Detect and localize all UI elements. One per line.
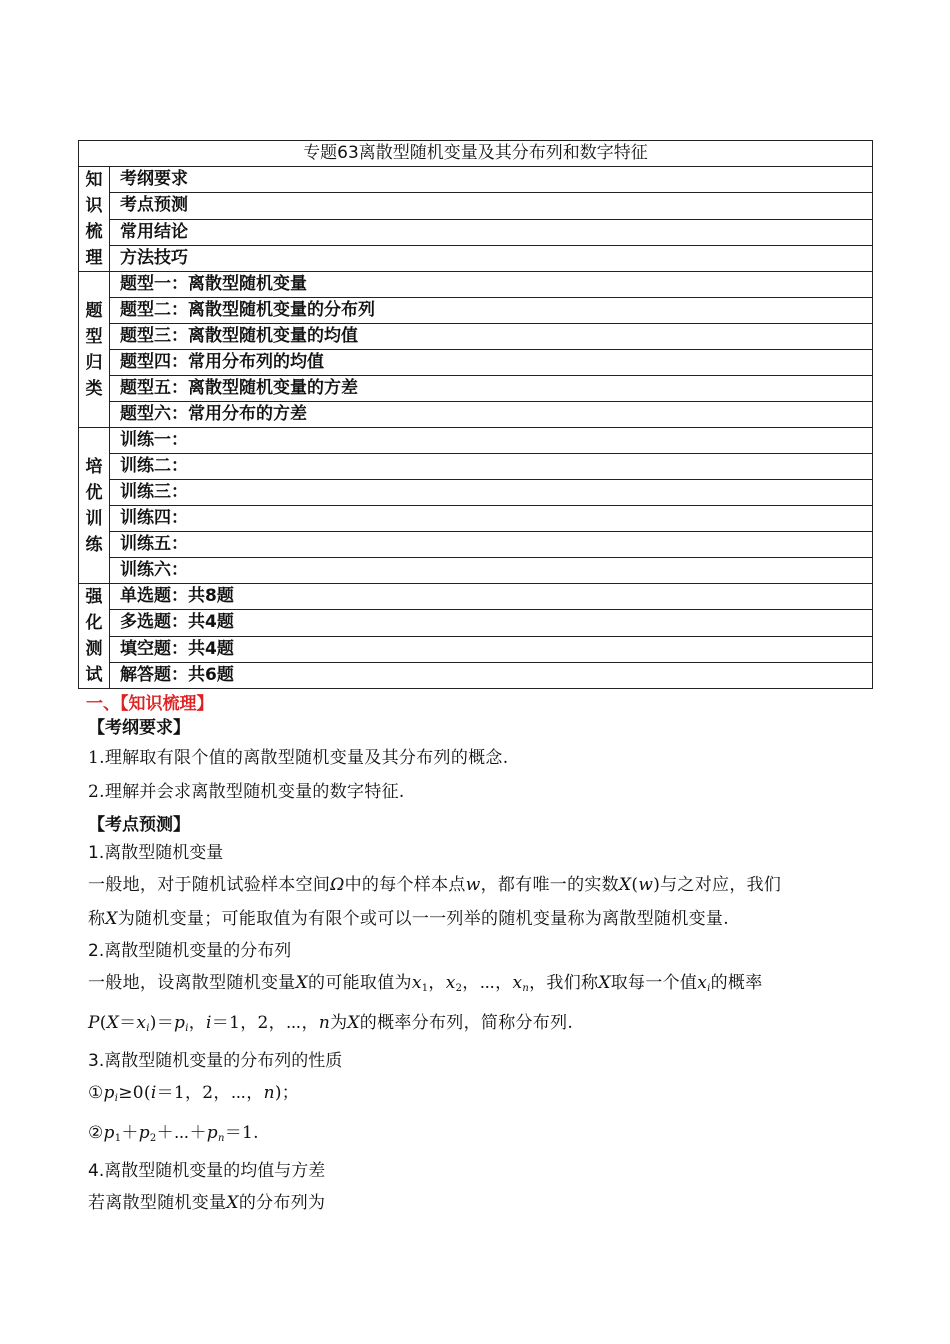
contents-category (79, 167, 110, 272)
contents-item[interactable]: 考点预测 (110, 193, 873, 219)
contents-item[interactable]: 考纲要求 (110, 167, 873, 193)
contents-item[interactable]: 训练六： (110, 558, 873, 584)
contents-row (79, 193, 873, 219)
contents-category (79, 428, 110, 584)
contents-item[interactable]: 方法技巧 (110, 245, 873, 271)
contents-item[interactable]: 训练五： (110, 532, 873, 558)
contents-item[interactable]: 题型一：离散型随机变量 (110, 272, 873, 298)
contents-item[interactable]: 多选题：共4题 (110, 610, 873, 636)
contents-item[interactable]: 题型二：离散型随机变量的分布列 (110, 298, 873, 324)
contents-row (79, 376, 873, 402)
category-char: 梳 (85, 222, 103, 242)
contents-row (79, 662, 873, 688)
contents-row (79, 350, 873, 376)
contents-item[interactable]: 训练二： (110, 454, 873, 480)
paragraph-random-variable-line-2: 称X为随机变量；可能取值为有限个或可以一一列举的随机变量称为离散型随机变量. (88, 909, 729, 929)
category-char: 训 (85, 508, 103, 529)
category-char: 识 (85, 196, 103, 216)
contents-row (79, 506, 873, 532)
contents-item[interactable]: 题型五：离散型随机变量的方差 (110, 376, 873, 402)
contents-row (79, 245, 873, 271)
contents-row (79, 558, 873, 584)
point-heading-3: 3.离散型随机变量的分布列的性质 (88, 1051, 343, 1071)
kaogang-item-2: 2.理解并会求离散型随机变量的数字特征. (88, 782, 405, 802)
main-content (88, 692, 868, 1220)
contents-item[interactable]: 训练一： (110, 428, 873, 454)
contents-item[interactable]: 训练四： (110, 506, 873, 532)
contents-item[interactable]: 解答题：共6题 (110, 662, 873, 688)
kaogang-heading: 【考纲要求】 (88, 718, 190, 738)
category-char: 练 (85, 534, 103, 555)
contents-item[interactable]: 题型六：常用分布的方差 (110, 402, 873, 428)
contents-row (79, 167, 873, 193)
contents-item[interactable]: 题型三：离散型随机变量的均值 (110, 324, 873, 350)
property-1: $①p_i\ge 0(i=1$，2，⋯，n)； (88, 1083, 300, 1104)
contents-item[interactable]: 单选题：共8题 (110, 584, 873, 610)
contents-item[interactable]: 题型四：常用分布列的均值 (110, 350, 873, 376)
category-char: 型 (85, 326, 103, 347)
category-char: 培 (85, 456, 103, 477)
contents-row (79, 324, 873, 350)
contents-item[interactable]: 常用结论 (110, 219, 873, 245)
contents-title: 专题63离散型随机变量及其分布列和数字特征 (79, 141, 873, 167)
category-char: 归 (85, 352, 103, 373)
contents-item[interactable]: 训练三： (110, 480, 873, 506)
contents-row (79, 636, 873, 662)
paragraph-random-variable-line-1: 一般地，对于随机试验样本空间Ω中的每个样本点w，都有唯一的实数X(w)与之对应，我们 (88, 875, 782, 895)
contents-table (78, 140, 873, 689)
contents-row (79, 428, 873, 454)
contents-row (79, 480, 873, 506)
paragraph-distribution-line-2: $P(X=x_i)=p_i$，i＝1，2，⋯，n为X的概率分布列，简称分布列. (88, 1013, 574, 1034)
contents-item[interactable]: 填空题：共4题 (110, 636, 873, 662)
point-heading-1: 1.离散型随机变量 (88, 843, 224, 863)
contents-row (79, 610, 873, 636)
contents-row (79, 272, 873, 298)
kaogang-item-1: 1.理解取有限个值的离散型随机变量及其分布列的概念. (88, 748, 509, 768)
contents-row (79, 402, 873, 428)
contents-row (79, 298, 873, 324)
contents-category (79, 272, 110, 428)
contents-row (79, 454, 873, 480)
kaodian-heading: 【考点预测】 (88, 815, 190, 835)
category-char: 优 (85, 482, 103, 503)
category-char: 化 (85, 613, 103, 633)
point-heading-2: 2.离散型随机变量的分布列 (88, 941, 292, 961)
paragraph-distribution-line-1: 一般地，设离散型随机变量X的可能取值为$x_1$，$x_2$，⋯，$x_n$，我们称X取每一个值$x_i$的概率 (88, 973, 763, 994)
category-char: 测 (85, 639, 103, 659)
category-char: 试 (85, 665, 103, 685)
category-char: 理 (85, 248, 103, 268)
category-char: 知 (85, 170, 103, 190)
category-char: 强 (85, 587, 103, 607)
category-char: 题 (85, 300, 103, 321)
point-heading-4: 4.离散型随机变量的均值与方差 (88, 1161, 326, 1181)
contents-row (79, 584, 873, 610)
contents-row (79, 532, 873, 558)
section-heading: 一、【知识梳理】 (86, 694, 214, 714)
property-2: $②p_1+p_2+\cdots+p_n=1$. (88, 1123, 259, 1144)
contents-row (79, 219, 873, 245)
category-char: 类 (85, 378, 103, 399)
paragraph-mean-variance: 若离散型随机变量X的分布列为 (88, 1193, 326, 1213)
contents-category (79, 584, 110, 689)
